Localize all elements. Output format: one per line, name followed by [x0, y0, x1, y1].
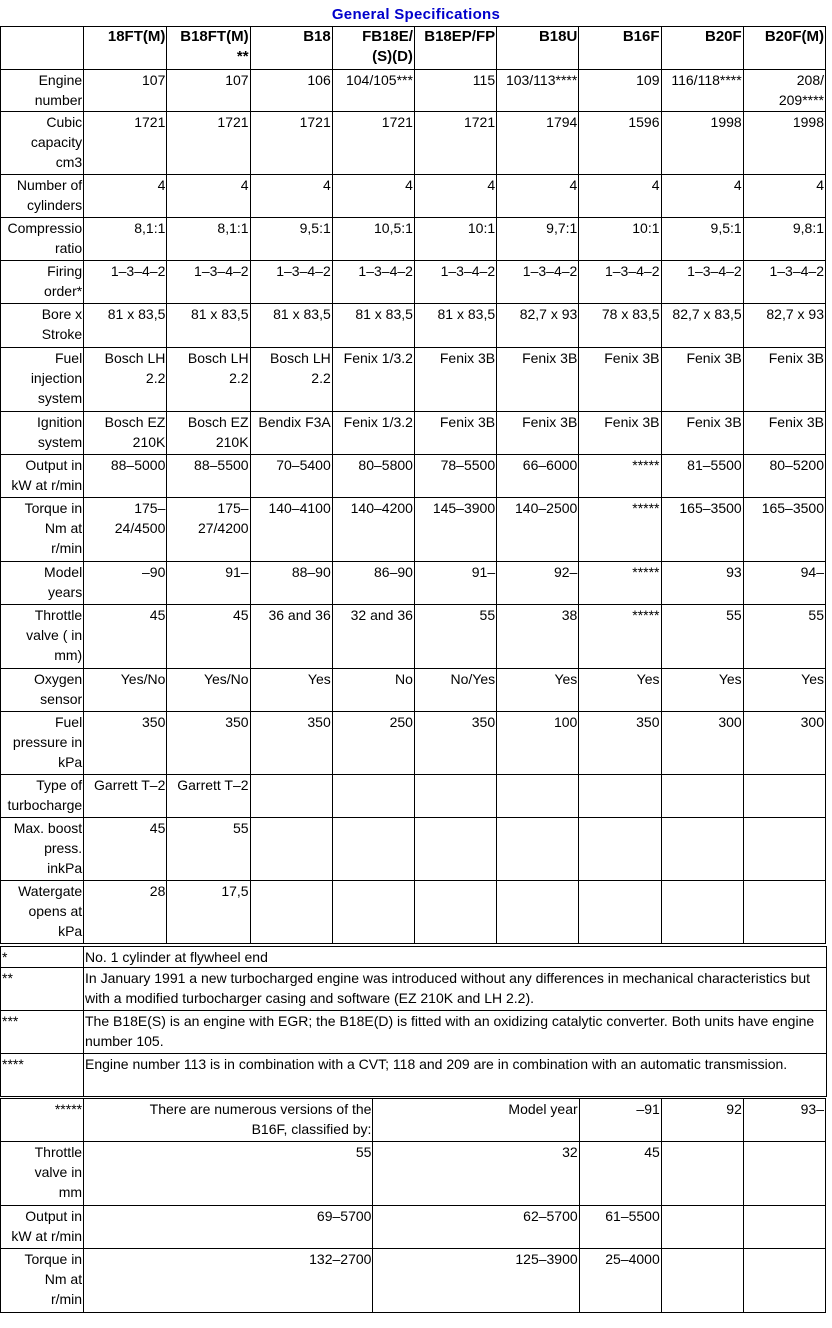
spec-row	[1, 562, 826, 605]
row-label-cell: Fuel pressure in kPa	[1, 712, 84, 775]
row-label-cell: Max. boost press. inkPa	[1, 818, 84, 881]
engine-header-cell: B18FT(M) **	[167, 27, 250, 70]
value-cell: 92–	[497, 562, 579, 605]
row-label-cell: Fuel injection system	[1, 348, 84, 412]
value-cell: Fenix 3B	[414, 348, 496, 412]
value-cell: 103/113****	[497, 70, 579, 112]
footnote-mark: ****	[1, 1054, 84, 1097]
value-cell	[743, 1249, 825, 1313]
value-cell	[579, 881, 661, 944]
value-cell	[743, 818, 825, 881]
row-label-cell: Torque in Nm at r/min	[1, 1249, 84, 1313]
spec-row	[1, 455, 826, 498]
b16f-header-cell: Model year	[373, 1099, 579, 1142]
row-label-cell: Throttle valve in mm	[1, 1142, 84, 1206]
value-cell: 1–3–4–2	[332, 261, 414, 304]
value-cell	[661, 1142, 743, 1206]
value-cell: 9,5:1	[661, 218, 743, 261]
b16f-header-cell: *****	[1, 1099, 84, 1142]
value-cell: Yes	[579, 669, 661, 712]
value-cell	[579, 818, 661, 881]
value-cell: 36 and 36	[250, 605, 332, 669]
value-cell: 1998	[661, 112, 743, 175]
spec-row	[1, 412, 826, 455]
footnote-mark: *	[1, 947, 84, 968]
value-cell: 107	[84, 70, 167, 112]
header-corner-cell	[1, 27, 84, 70]
row-label-cell: Model years	[1, 562, 84, 605]
footnote-row	[1, 1011, 827, 1054]
spec-row	[1, 112, 826, 175]
row-label-cell: Cubic capacity cm3	[1, 112, 84, 175]
spec-row	[1, 70, 826, 112]
value-cell: 94–	[743, 562, 825, 605]
value-cell: 81 x 83,5	[167, 304, 250, 348]
footnote-mark: ***	[1, 1011, 84, 1054]
value-cell: No/Yes	[414, 669, 496, 712]
value-cell: 1–3–4–2	[250, 261, 332, 304]
value-cell: 61–5500	[579, 1206, 661, 1249]
row-label-cell: Output in kW at r/min	[1, 455, 84, 498]
value-cell: Fenix 3B	[497, 412, 579, 455]
value-cell: Bosch EZ 210K	[84, 412, 167, 455]
value-cell	[250, 881, 332, 944]
value-cell: 1998	[743, 112, 825, 175]
row-label-cell: Watergate opens at kPa	[1, 881, 84, 944]
value-cell	[250, 775, 332, 818]
value-cell	[743, 775, 825, 818]
spec-row	[1, 605, 826, 669]
footnote-mark: **	[1, 968, 84, 1011]
value-cell: 208/ 209****	[743, 70, 825, 112]
value-cell: 91–	[167, 562, 250, 605]
value-cell: Bosch LH 2.2	[84, 348, 167, 412]
value-cell	[661, 775, 743, 818]
spec-row	[1, 818, 826, 881]
value-cell: 17,5	[167, 881, 250, 944]
value-cell: 80–5800	[332, 455, 414, 498]
value-cell: Fenix 3B	[661, 348, 743, 412]
value-cell: 55	[167, 818, 250, 881]
value-cell: 1596	[579, 112, 661, 175]
value-cell: 4	[743, 175, 825, 218]
value-cell: 10,5:1	[332, 218, 414, 261]
value-cell: 55	[661, 605, 743, 669]
value-cell	[497, 818, 579, 881]
value-cell: *****	[579, 498, 661, 562]
value-cell: 86–90	[332, 562, 414, 605]
value-cell: 350	[579, 712, 661, 775]
value-cell: 1721	[84, 112, 167, 175]
row-label-cell: Ignition system	[1, 412, 84, 455]
value-cell: 4	[579, 175, 661, 218]
b16f-header-cell: –91	[579, 1099, 661, 1142]
value-cell: Garrett T–2	[84, 775, 167, 818]
row-label-cell: Oxygen sensor	[1, 669, 84, 712]
value-cell: 88–5000	[84, 455, 167, 498]
engine-header-cell: B18	[250, 27, 332, 70]
spec-row	[1, 261, 826, 304]
value-cell: 38	[497, 605, 579, 669]
value-cell	[250, 818, 332, 881]
value-cell: 175– 24/4500	[84, 498, 167, 562]
value-cell: 80–5200	[743, 455, 825, 498]
value-cell: 45	[84, 605, 167, 669]
value-cell: 1794	[497, 112, 579, 175]
value-cell: 70–5400	[250, 455, 332, 498]
row-label-cell: Engine number	[1, 70, 84, 112]
engine-header-cell: B20F	[661, 27, 743, 70]
value-cell	[332, 775, 414, 818]
value-cell: Fenix 3B	[743, 412, 825, 455]
value-cell: 1721	[414, 112, 496, 175]
value-cell	[743, 1206, 825, 1249]
footnote-row	[1, 947, 827, 968]
value-cell: 69–5700	[84, 1206, 373, 1249]
value-cell: *****	[579, 562, 661, 605]
value-cell: Yes	[497, 669, 579, 712]
value-cell: Fenix 3B	[497, 348, 579, 412]
value-cell	[414, 775, 496, 818]
value-cell: 81 x 83,5	[250, 304, 332, 348]
b16f-header-cell: 92	[661, 1099, 743, 1142]
footnote-row	[1, 968, 827, 1011]
value-cell: 81–5500	[661, 455, 743, 498]
row-label-cell: Bore x Stroke	[1, 304, 84, 348]
value-cell	[743, 1142, 825, 1206]
value-cell: 165–3500	[743, 498, 825, 562]
value-cell: 10:1	[579, 218, 661, 261]
spec-row	[1, 348, 826, 412]
value-cell: Fenix 3B	[661, 412, 743, 455]
value-cell: 350	[250, 712, 332, 775]
value-cell: 9,7:1	[497, 218, 579, 261]
value-cell: 109	[579, 70, 661, 112]
value-cell: Bosch EZ 210K	[167, 412, 250, 455]
spec-row	[1, 775, 826, 818]
value-cell: Bendix F3A	[250, 412, 332, 455]
value-cell: –90	[84, 562, 167, 605]
b16f-versions-table	[0, 1098, 826, 1313]
value-cell: 55	[84, 1142, 373, 1206]
value-cell: 8,1:1	[84, 218, 167, 261]
b16f-row	[1, 1249, 826, 1313]
value-cell: Bosch LH 2.2	[167, 348, 250, 412]
value-cell: 8,1:1	[167, 218, 250, 261]
spec-row	[1, 218, 826, 261]
value-cell	[661, 1206, 743, 1249]
value-cell: 4	[332, 175, 414, 218]
value-cell: Bosch LH 2.2	[250, 348, 332, 412]
value-cell	[743, 881, 825, 944]
row-label-cell: Compressio ratio	[1, 218, 84, 261]
value-cell: 115	[414, 70, 496, 112]
footnote-text: Engine number 113 is in combination with a CVT; 118 and 209 are in combination with an automatic transmission.	[84, 1054, 827, 1097]
value-cell: 1721	[332, 112, 414, 175]
value-cell: *****	[579, 605, 661, 669]
value-cell	[661, 881, 743, 944]
engine-header-cell: B18U	[497, 27, 579, 70]
value-cell: 1–3–4–2	[414, 261, 496, 304]
value-cell: 88–5500	[167, 455, 250, 498]
value-cell: 78–5500	[414, 455, 496, 498]
value-cell: 140–4100	[250, 498, 332, 562]
row-label-cell: Firing order*	[1, 261, 84, 304]
b16f-header-cell: 93–	[743, 1099, 825, 1142]
spec-table	[0, 26, 826, 944]
engine-header-cell: B16F	[579, 27, 661, 70]
value-cell	[661, 1249, 743, 1313]
value-cell: Fenix 3B	[579, 348, 661, 412]
value-cell: 81 x 83,5	[332, 304, 414, 348]
value-cell: 1–3–4–2	[497, 261, 579, 304]
row-label-cell: Throttle valve ( in mm)	[1, 605, 84, 669]
value-cell: 350	[414, 712, 496, 775]
value-cell: 25–4000	[579, 1249, 661, 1313]
footnote-text: The B18E(S) is an engine with EGR; the B18E(D) is fitted with an oxidizing catalytic converter. Both units have engine number 105.	[84, 1011, 827, 1054]
value-cell: 1721	[167, 112, 250, 175]
value-cell: 88–90	[250, 562, 332, 605]
value-cell	[497, 881, 579, 944]
value-cell: No	[332, 669, 414, 712]
footnote-text: In January 1991 a new turbocharged engine was introduced without any differences in mechanical characteristics but with a modified turbocharger casing and software (EZ 210K and LH 2.2).	[84, 968, 827, 1011]
value-cell: 1–3–4–2	[661, 261, 743, 304]
value-cell: 145–3900	[414, 498, 496, 562]
value-cell: 4	[414, 175, 496, 218]
value-cell: 9,8:1	[743, 218, 825, 261]
footnote-row	[1, 1054, 827, 1097]
row-label-cell: Number of cylinders	[1, 175, 84, 218]
row-label-cell: Torque in Nm at r/min	[1, 498, 84, 562]
value-cell: 106	[250, 70, 332, 112]
b16f-header-row	[1, 1099, 826, 1142]
value-cell: 82,7 x 93	[497, 304, 579, 348]
spec-row	[1, 881, 826, 944]
row-label-cell: Type of turbocharge	[1, 775, 84, 818]
spec-row	[1, 498, 826, 562]
value-cell: Yes	[743, 669, 825, 712]
value-cell	[332, 881, 414, 944]
value-cell	[661, 818, 743, 881]
value-cell: Garrett T–2	[167, 775, 250, 818]
value-cell: 300	[661, 712, 743, 775]
value-cell: 1–3–4–2	[579, 261, 661, 304]
value-cell: 91–	[414, 562, 496, 605]
page-title: General Specifications	[331, 6, 501, 23]
value-cell	[414, 881, 496, 944]
value-cell: Fenix 3B	[414, 412, 496, 455]
value-cell: 10:1	[414, 218, 496, 261]
value-cell: 1721	[250, 112, 332, 175]
value-cell: 4	[84, 175, 167, 218]
footnotes-table	[0, 946, 827, 1097]
value-cell: 107	[167, 70, 250, 112]
footnote-text: No. 1 cylinder at flywheel end	[84, 947, 827, 968]
value-cell: 81 x 83,5	[84, 304, 167, 348]
value-cell: 45	[84, 818, 167, 881]
value-cell: 55	[414, 605, 496, 669]
value-cell: 250	[332, 712, 414, 775]
value-cell: Yes/No	[84, 669, 167, 712]
b16f-row	[1, 1206, 826, 1249]
value-cell: 350	[167, 712, 250, 775]
value-cell: 100	[497, 712, 579, 775]
value-cell: 116/118****	[661, 70, 743, 112]
engine-header-cell: 18FT(M)	[84, 27, 167, 70]
value-cell: 1–3–4–2	[167, 261, 250, 304]
b16f-row	[1, 1142, 826, 1206]
value-cell	[414, 818, 496, 881]
value-cell: 93	[661, 562, 743, 605]
value-cell: 4	[497, 175, 579, 218]
value-cell: 82,7 x 93	[743, 304, 825, 348]
value-cell: 4	[661, 175, 743, 218]
value-cell: Yes	[661, 669, 743, 712]
value-cell: 9,5:1	[250, 218, 332, 261]
spec-header-row	[1, 27, 826, 70]
value-cell: 175– 27/4200	[167, 498, 250, 562]
value-cell: 132–2700	[84, 1249, 373, 1313]
value-cell: 300	[743, 712, 825, 775]
value-cell: Fenix 3B	[743, 348, 825, 412]
spec-row	[1, 304, 826, 348]
value-cell: 45	[579, 1142, 661, 1206]
value-cell: 104/105***	[332, 70, 414, 112]
engine-header-cell: B18EP/FP	[414, 27, 496, 70]
value-cell: 140–4200	[332, 498, 414, 562]
value-cell: Fenix 3B	[579, 412, 661, 455]
row-label-cell: Output in kW at r/min	[1, 1206, 84, 1249]
value-cell: 1–3–4–2	[743, 261, 825, 304]
value-cell: Yes	[250, 669, 332, 712]
value-cell	[332, 818, 414, 881]
value-cell: 45	[167, 605, 250, 669]
value-cell: 82,7 x 83,5	[661, 304, 743, 348]
value-cell: 55	[743, 605, 825, 669]
value-cell: 1–3–4–2	[84, 261, 167, 304]
value-cell: 78 x 83,5	[579, 304, 661, 348]
value-cell: 4	[167, 175, 250, 218]
spec-row	[1, 712, 826, 775]
value-cell: Fenix 1/3.2	[332, 348, 414, 412]
value-cell: 350	[84, 712, 167, 775]
value-cell: 66–6000	[497, 455, 579, 498]
value-cell: *****	[579, 455, 661, 498]
value-cell: 32	[373, 1142, 579, 1206]
engine-header-cell: FB18E/ (S)(D)	[332, 27, 414, 70]
value-cell: 4	[250, 175, 332, 218]
value-cell: 62–5700	[373, 1206, 579, 1249]
value-cell: 81 x 83,5	[414, 304, 496, 348]
value-cell: Yes/No	[167, 669, 250, 712]
spec-row	[1, 175, 826, 218]
value-cell	[497, 775, 579, 818]
value-cell: 165–3500	[661, 498, 743, 562]
engine-header-cell: B20F(M)	[743, 27, 825, 70]
b16f-header-cell: There are numerous versions of the B16F, classified by:	[84, 1099, 373, 1142]
spec-row	[1, 669, 826, 712]
value-cell: 125–3900	[373, 1249, 579, 1313]
value-cell: 28	[84, 881, 167, 944]
value-cell: Fenix 1/3.2	[332, 412, 414, 455]
value-cell	[579, 775, 661, 818]
value-cell: 32 and 36	[332, 605, 414, 669]
value-cell: 140–2500	[497, 498, 579, 562]
